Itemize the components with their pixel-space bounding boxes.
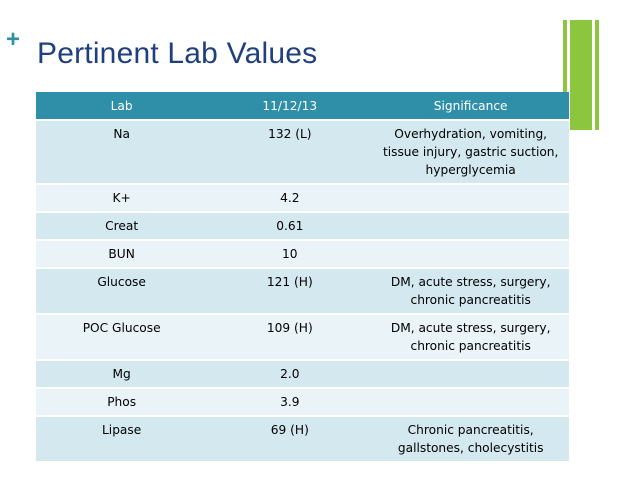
accent-bar: [595, 20, 599, 130]
lab-values-table: [36, 92, 569, 461]
significance-cell: [372, 360, 569, 388]
significance-cell: [372, 240, 569, 268]
lab-value-cell: 2.0: [207, 360, 372, 388]
slide-title: Pertinent Lab Values: [37, 37, 318, 70]
lab-name-cell: Na: [36, 120, 207, 184]
column-header-significance: Significance: [372, 92, 569, 120]
lab-value-cell: 69 (H): [207, 416, 372, 461]
significance-cell: [372, 388, 569, 416]
lab-name-cell: Glucose: [36, 268, 207, 314]
lab-value-cell: 132 (L): [207, 120, 372, 184]
lab-value-cell: 109 (H): [207, 314, 372, 360]
table-row: [36, 416, 569, 461]
lab-name-cell: POC Glucose: [36, 314, 207, 360]
accent-bar: [570, 20, 592, 130]
lab-value-cell: 10: [207, 240, 372, 268]
lab-name-cell: K+: [36, 184, 207, 212]
lab-value-cell: 0.61: [207, 212, 372, 240]
significance-cell: [372, 184, 569, 212]
table-row: [36, 388, 569, 416]
column-header-lab: Lab: [36, 92, 207, 120]
significance-cell: DM, acute stress, surgery, chronic pancreatitis: [372, 268, 569, 314]
table-row: [36, 240, 569, 268]
significance-cell: Overhydration, vomiting, tissue injury, gastric suction, hyperglycemia: [372, 120, 569, 184]
table-row: [36, 268, 569, 314]
lab-value-cell: 121 (H): [207, 268, 372, 314]
lab-name-cell: Phos: [36, 388, 207, 416]
table-row: [36, 360, 569, 388]
column-header-date: 11/12/13: [207, 92, 372, 120]
significance-cell: [372, 212, 569, 240]
table-row: [36, 314, 569, 360]
lab-value-cell: 3.9: [207, 388, 372, 416]
table-row: [36, 212, 569, 240]
lab-name-cell: BUN: [36, 240, 207, 268]
table-header-row: [36, 92, 569, 120]
significance-cell: Chronic pancreatitis, gallstones, cholecystitis: [372, 416, 569, 461]
plus-mark: +: [6, 26, 21, 53]
lab-name-cell: Mg: [36, 360, 207, 388]
table-row: [36, 120, 569, 184]
lab-value-cell: 4.2: [207, 184, 372, 212]
significance-cell: DM, acute stress, surgery, chronic pancreatitis: [372, 314, 569, 360]
table-row: [36, 184, 569, 212]
lab-name-cell: Lipase: [36, 416, 207, 461]
lab-name-cell: Creat: [36, 212, 207, 240]
